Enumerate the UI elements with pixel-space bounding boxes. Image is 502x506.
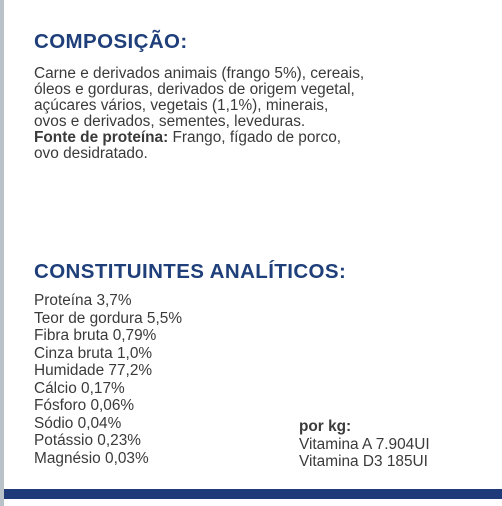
constituent-item: Magnésio 0,03% bbox=[34, 449, 149, 467]
constituent-item: Cálcio 0,17% bbox=[34, 379, 125, 397]
vitamin-item: Vitamina A 7.904UI bbox=[299, 435, 430, 453]
constituent-item: Fósforo 0,06% bbox=[34, 397, 135, 414]
constituent-item: Potássio 0,23% bbox=[34, 432, 141, 449]
left-edge-bar bbox=[0, 0, 4, 506]
constituent-item: Sódio 0,04% bbox=[34, 414, 122, 432]
composition-line: Carne e derivados animais (frango 5%), cereais, bbox=[34, 65, 365, 82]
constituent-item: Cinza bruta 1,0% bbox=[34, 344, 153, 362]
constituent-item: Proteína 3,7% bbox=[34, 292, 132, 309]
constituents-list bbox=[34, 292, 182, 467]
composition-line: ovos e derivados, sementes, leveduras. bbox=[34, 113, 306, 130]
protein-source-line-2: ovo desidratado. bbox=[34, 145, 148, 162]
protein-source-label: Fonte de proteína: bbox=[34, 129, 169, 146]
footer-bar bbox=[4, 489, 502, 499]
constituent-item: Humidade 77,2% bbox=[34, 362, 153, 379]
constituent-item: Fibra bruta 0,79% bbox=[34, 327, 157, 344]
protein-source-line bbox=[34, 130, 474, 146]
per-kg-block bbox=[299, 418, 430, 471]
constituents-heading: CONSTITUINTES ANALÍTICOS: bbox=[34, 260, 347, 283]
vitamin-item: Vitamina D3 185UI bbox=[299, 453, 428, 470]
composition-text bbox=[34, 66, 474, 162]
composition-line: açúcares vários, vegetais (1,1%), minerais, bbox=[34, 97, 329, 114]
composition-heading: COMPOSIÇÃO: bbox=[34, 30, 188, 53]
composition-line: óleos e gorduras, derivados de origem vegetal, bbox=[34, 81, 355, 98]
constituent-item: Teor de gordura 5,5% bbox=[34, 309, 183, 327]
protein-source-value: Frango, fígado de porco, bbox=[168, 129, 342, 146]
per-kg-title: por kg: bbox=[299, 418, 352, 435]
